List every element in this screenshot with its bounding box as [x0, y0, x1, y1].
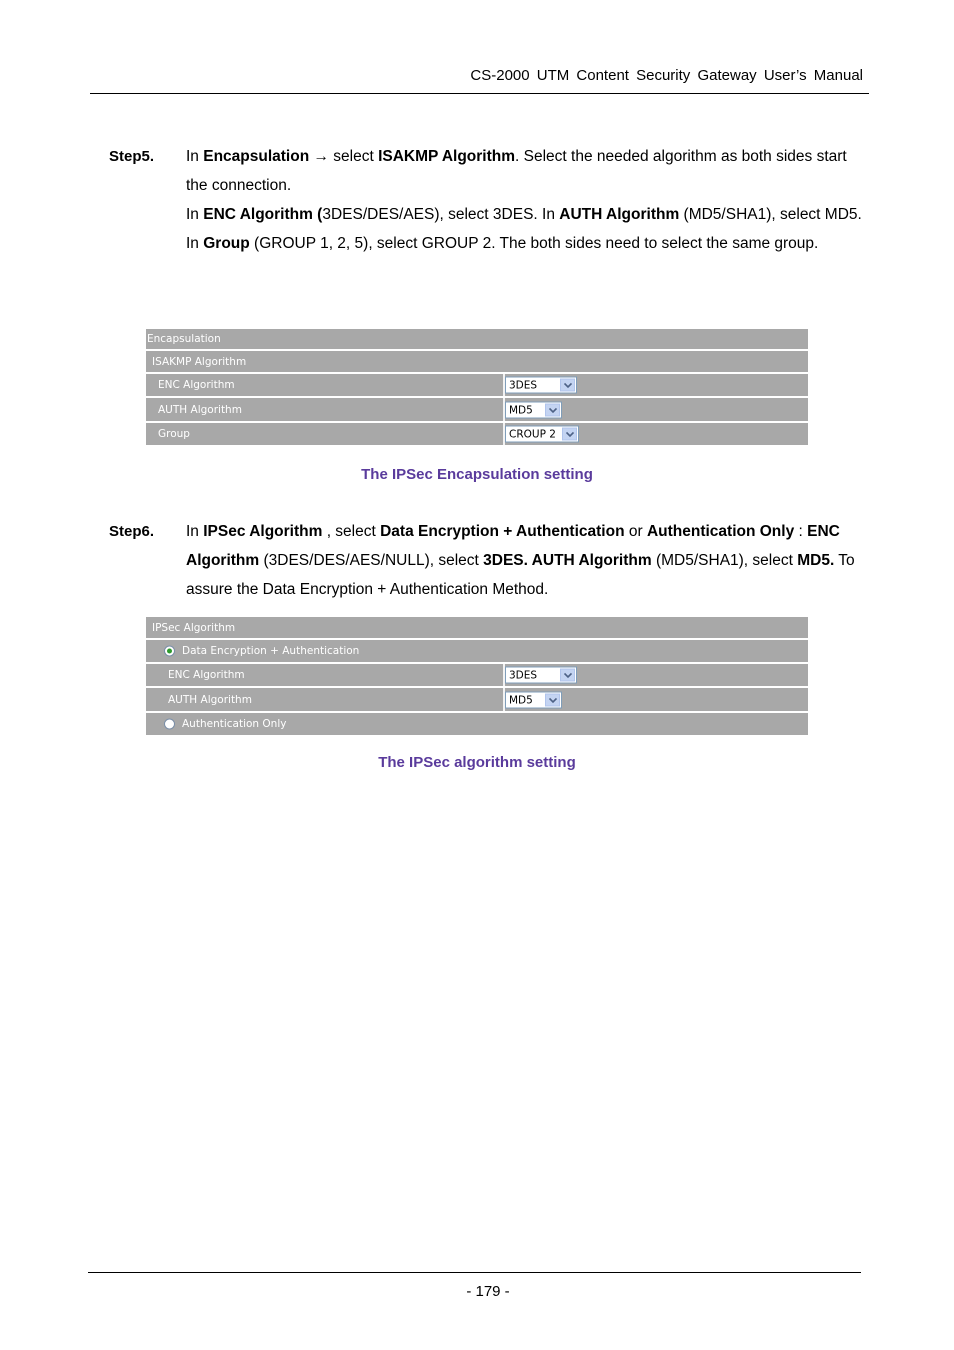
ipsec-title: IPSec Algorithm: [152, 621, 236, 634]
isakmp-section-title: ISAKMP Algorithm: [152, 355, 247, 368]
step6-label: Step6.: [109, 523, 155, 540]
text: (3DES/DES/AES/NULL), select: [259, 552, 484, 569]
term: ENC Algorithm: [186, 523, 840, 569]
step5-paragraph-2: [186, 200, 866, 258]
enc-algorithm-row: [146, 374, 808, 396]
ipsec-enc-algorithm-row: [146, 664, 808, 686]
text: In: [186, 206, 204, 223]
term: Group: [203, 235, 250, 252]
radio-selected-dot: [167, 649, 172, 654]
encapsulation-title-row: [146, 329, 808, 349]
term: IPSec Algorithm: [203, 523, 323, 540]
select-value: CROUP 2: [509, 428, 556, 441]
text: (MD5/SHA1), select MD5. In: [186, 206, 862, 252]
text: 3DES/DES/AES), select 3DES. In: [322, 206, 560, 223]
authentication-only-option-row[interactable]: [146, 713, 808, 735]
group-select[interactable]: [505, 426, 579, 443]
ipsec-title-row: [146, 617, 808, 638]
figure-caption: The IPSec Encapsulation setting: [361, 466, 593, 483]
authentication-only-label: Authentication Only: [182, 718, 287, 730]
ipsec-enc-algorithm-label: ENC Algorithm: [168, 669, 245, 681]
chevron-down-icon[interactable]: [545, 403, 560, 416]
group-row: [146, 423, 808, 445]
text: → select: [309, 148, 379, 165]
term: AUTH Algorithm: [559, 206, 680, 223]
term: Encapsulation: [203, 148, 310, 165]
ipsec-auth-algorithm-select[interactable]: [505, 691, 562, 708]
ipsec-enc-algorithm-cell: [503, 664, 808, 686]
ipsec-auth-algorithm-row: [146, 688, 808, 711]
auth-algorithm-label: AUTH Algorithm: [158, 403, 242, 416]
enc-algorithm-cell: [503, 374, 808, 396]
auth-algorithm-select[interactable]: [505, 401, 562, 418]
group-cell: [503, 423, 808, 445]
text: (GROUP 1, 2, 5), select GROUP 2. The both sides need to select the same group.: [249, 235, 819, 252]
encapsulation-title: Encapsulation: [147, 333, 221, 345]
term: 3DES. AUTH Algorithm: [483, 552, 652, 569]
data-encryption-radio[interactable]: [164, 646, 175, 657]
select-value: 3DES: [509, 379, 538, 392]
step5-paragraph-1: [186, 142, 866, 200]
encapsulation-panel: [146, 329, 808, 447]
authentication-only-radio[interactable]: [164, 719, 175, 730]
data-encryption-label: Data Encryption + Authentication: [182, 645, 360, 657]
step5-label: Step5.: [109, 148, 155, 165]
select-value: MD5: [509, 404, 533, 416]
manual-title: CS-2000 UTM Content Security Gateway User’s Manual: [470, 67, 863, 84]
text: :: [794, 523, 808, 540]
text: , select: [322, 523, 381, 540]
term: Data Encryption + Authentication: [380, 523, 625, 540]
page-number: - 179 -: [466, 1283, 510, 1300]
enc-algorithm-select[interactable]: [505, 377, 577, 394]
ipsec-auth-algorithm-cell: [503, 688, 808, 711]
chevron-down-icon[interactable]: [560, 669, 575, 682]
auth-algorithm-row: [146, 398, 808, 421]
enc-algorithm-label: ENC Algorithm: [158, 379, 235, 391]
text: or: [624, 523, 647, 540]
figure-caption: The IPSec algorithm setting: [378, 754, 576, 771]
text: In: [186, 148, 204, 165]
auth-algorithm-cell: [503, 398, 808, 421]
step6-paragraph: [186, 517, 866, 604]
chevron-down-icon[interactable]: [545, 693, 560, 706]
term: MD5.: [797, 552, 835, 569]
term: ENC Algorithm (: [203, 206, 323, 223]
data-encryption-option-row[interactable]: [146, 640, 808, 662]
term: Authentication Only: [646, 523, 795, 540]
isakmp-section-row: [146, 351, 808, 372]
header-divider: [90, 93, 869, 94]
text: . Select the needed algorithm as both sides start the connection.: [186, 148, 847, 194]
chevron-down-icon[interactable]: [560, 379, 575, 392]
select-value: MD5: [509, 694, 533, 706]
chevron-down-icon[interactable]: [562, 428, 577, 441]
text: (MD5/SHA1), select: [651, 552, 798, 569]
ipsec-algorithm-panel: [146, 617, 808, 737]
text: In: [186, 523, 204, 540]
footer-divider: [88, 1272, 861, 1273]
select-value: 3DES: [509, 669, 538, 682]
text: To assure the Data Encryption + Authentication Method.: [186, 552, 855, 598]
group-label: Group: [158, 428, 190, 440]
term: ISAKMP Algorithm: [378, 148, 516, 165]
ipsec-auth-algorithm-label: AUTH Algorithm: [168, 693, 252, 706]
ipsec-enc-algorithm-select[interactable]: [505, 667, 577, 684]
